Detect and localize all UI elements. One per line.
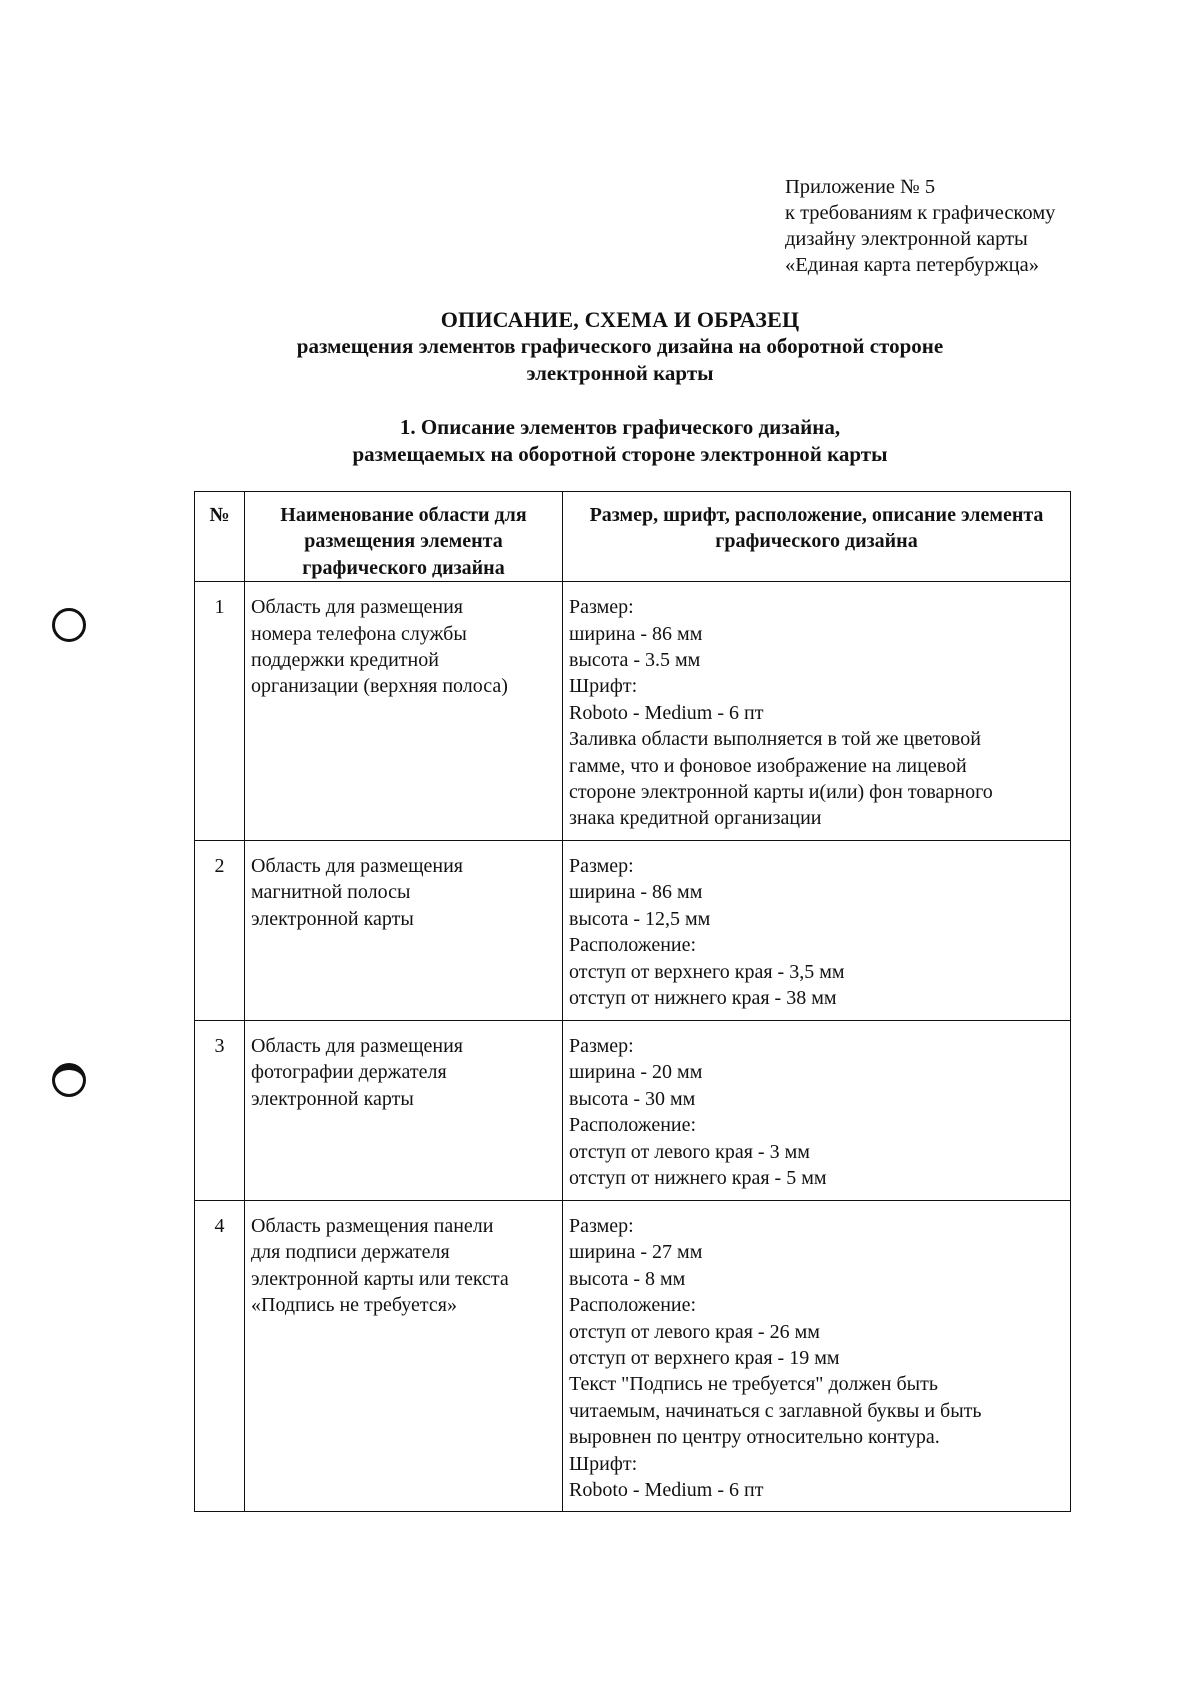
spec-line: ширина - 20 мм bbox=[569, 1061, 703, 1084]
table-row bbox=[195, 840, 1071, 1020]
spec-line: Расположение: bbox=[569, 1294, 697, 1317]
spec-description-cell bbox=[563, 1200, 1071, 1511]
spec-line: Текст "Подпись не требуется" должен быть bbox=[569, 1373, 938, 1396]
area-name-line: для подписи держателя bbox=[251, 1241, 450, 1264]
section-heading bbox=[180, 414, 1060, 468]
spec-line: высота - 30 мм bbox=[569, 1087, 696, 1110]
spec-line: Шрифт: bbox=[569, 1452, 638, 1475]
area-name-line: электронной карты bbox=[251, 907, 414, 930]
spec-line: отступ от верхнего края - 19 мм bbox=[569, 1346, 840, 1369]
appendix-note bbox=[785, 174, 1165, 278]
spec-description-cell bbox=[563, 582, 1071, 841]
spec-line: Roboto - Medium - 6 пт bbox=[569, 701, 764, 724]
area-name-line: Область для размещения bbox=[251, 854, 463, 877]
spec-description-cell bbox=[563, 840, 1071, 1020]
spec-line: Размер: bbox=[569, 596, 634, 619]
area-name-line: поддержки кредитной bbox=[251, 649, 439, 672]
table-row bbox=[195, 582, 1071, 841]
area-name-cell bbox=[245, 582, 563, 841]
spec-line: Расположение: bbox=[569, 934, 697, 957]
area-name-cell bbox=[245, 840, 563, 1020]
area-name-line: номера телефона службы bbox=[251, 622, 467, 645]
area-name-line: электронной карты bbox=[251, 1087, 414, 1110]
header-spec: Размер, шрифт, расположение, описание элемента графического дизайна bbox=[563, 492, 1071, 582]
spec-line: Заливка области выполняется в той же цветовой bbox=[569, 728, 981, 751]
spec-line: отступ от нижнего края - 38 мм bbox=[569, 986, 837, 1009]
document-title bbox=[180, 306, 1060, 387]
table-row bbox=[195, 1020, 1071, 1200]
spec-line: ширина - 27 мм bbox=[569, 1241, 703, 1264]
spec-line: высота - 8 мм bbox=[569, 1267, 686, 1290]
spec-line: выровнен по центру относительно контура. bbox=[569, 1426, 940, 1449]
header-area: Наименование области для размещения элемента графического дизайна bbox=[245, 492, 563, 582]
section-heading-line: 1. Описание элементов графического дизайна, bbox=[399, 415, 841, 439]
row-number: 4 bbox=[195, 1200, 245, 1511]
spec-line: Расположение: bbox=[569, 1114, 697, 1137]
table-header-row bbox=[195, 492, 1071, 582]
row-number: 1 bbox=[195, 582, 245, 841]
spec-line: Размер: bbox=[569, 854, 634, 877]
area-name-line: Область для размещения bbox=[251, 596, 463, 619]
spec-line: читаемым, начинаться с заглавной буквы и быть bbox=[569, 1399, 982, 1422]
spec-description-cell bbox=[563, 1020, 1071, 1200]
area-name-cell bbox=[245, 1200, 563, 1511]
spec-line: Roboto - Medium - 6 пт bbox=[569, 1478, 764, 1501]
area-name-line: организации (верхняя полоса) bbox=[251, 675, 508, 698]
header-num: № bbox=[195, 492, 245, 582]
row-number: 3 bbox=[195, 1020, 245, 1200]
spec-line: отступ от левого края - 3 мм bbox=[569, 1140, 810, 1163]
document-title-sub: размещения элементов графического дизайна на оборотной стороне bbox=[296, 334, 944, 358]
spec-line: отступ от левого края - 26 мм bbox=[569, 1320, 820, 1343]
spec-line: Размер: bbox=[569, 1034, 634, 1057]
document-title-main: ОПИСАНИЕ, СХЕМА И ОБРАЗЕЦ bbox=[440, 307, 800, 332]
spec-line: ширина - 86 мм bbox=[569, 622, 703, 645]
document-title-sub2: электронной карты bbox=[526, 361, 714, 385]
section-heading-line: размещаемых на оборотной стороне электронной карты bbox=[352, 442, 888, 466]
spec-line: знака кредитной организации bbox=[569, 807, 822, 830]
spec-line: отступ от нижнего края - 5 мм bbox=[569, 1166, 827, 1189]
spec-line: высота - 3.5 мм bbox=[569, 649, 701, 672]
spec-line: гамме, что и фоновое изображение на лицевой bbox=[569, 754, 967, 777]
area-name-line: «Подпись не требуется» bbox=[251, 1294, 457, 1317]
spec-line: высота - 12,5 мм bbox=[569, 907, 711, 930]
area-name-line: электронной карты или текста bbox=[251, 1267, 509, 1290]
appendix-line: Приложение № 5 bbox=[785, 176, 936, 198]
punch-hole bbox=[52, 608, 86, 642]
table-row bbox=[195, 1200, 1071, 1511]
appendix-line: к требованиям к графическому bbox=[785, 202, 1056, 224]
spec-line: ширина - 86 мм bbox=[569, 881, 703, 904]
spec-line: Размер: bbox=[569, 1214, 634, 1237]
row-number: 2 bbox=[195, 840, 245, 1020]
spec-line: стороне электронной карты и(или) фон товарного bbox=[569, 781, 993, 804]
punch-hole bbox=[52, 1063, 86, 1097]
area-name-cell bbox=[245, 1020, 563, 1200]
area-name-line: магнитной полосы bbox=[251, 881, 411, 904]
spec-line: Шрифт: bbox=[569, 675, 638, 698]
area-name-line: Область для размещения bbox=[251, 1034, 463, 1057]
design-elements-table bbox=[194, 491, 1071, 1512]
appendix-line: дизайну электронной карты bbox=[785, 228, 1028, 250]
area-name-line: фотографии держателя bbox=[251, 1061, 447, 1084]
spec-line: отступ от верхнего края - 3,5 мм bbox=[569, 960, 845, 983]
area-name-line: Область размещения панели bbox=[251, 1214, 494, 1237]
appendix-line: «Единая карта петербуржца» bbox=[785, 254, 1039, 276]
